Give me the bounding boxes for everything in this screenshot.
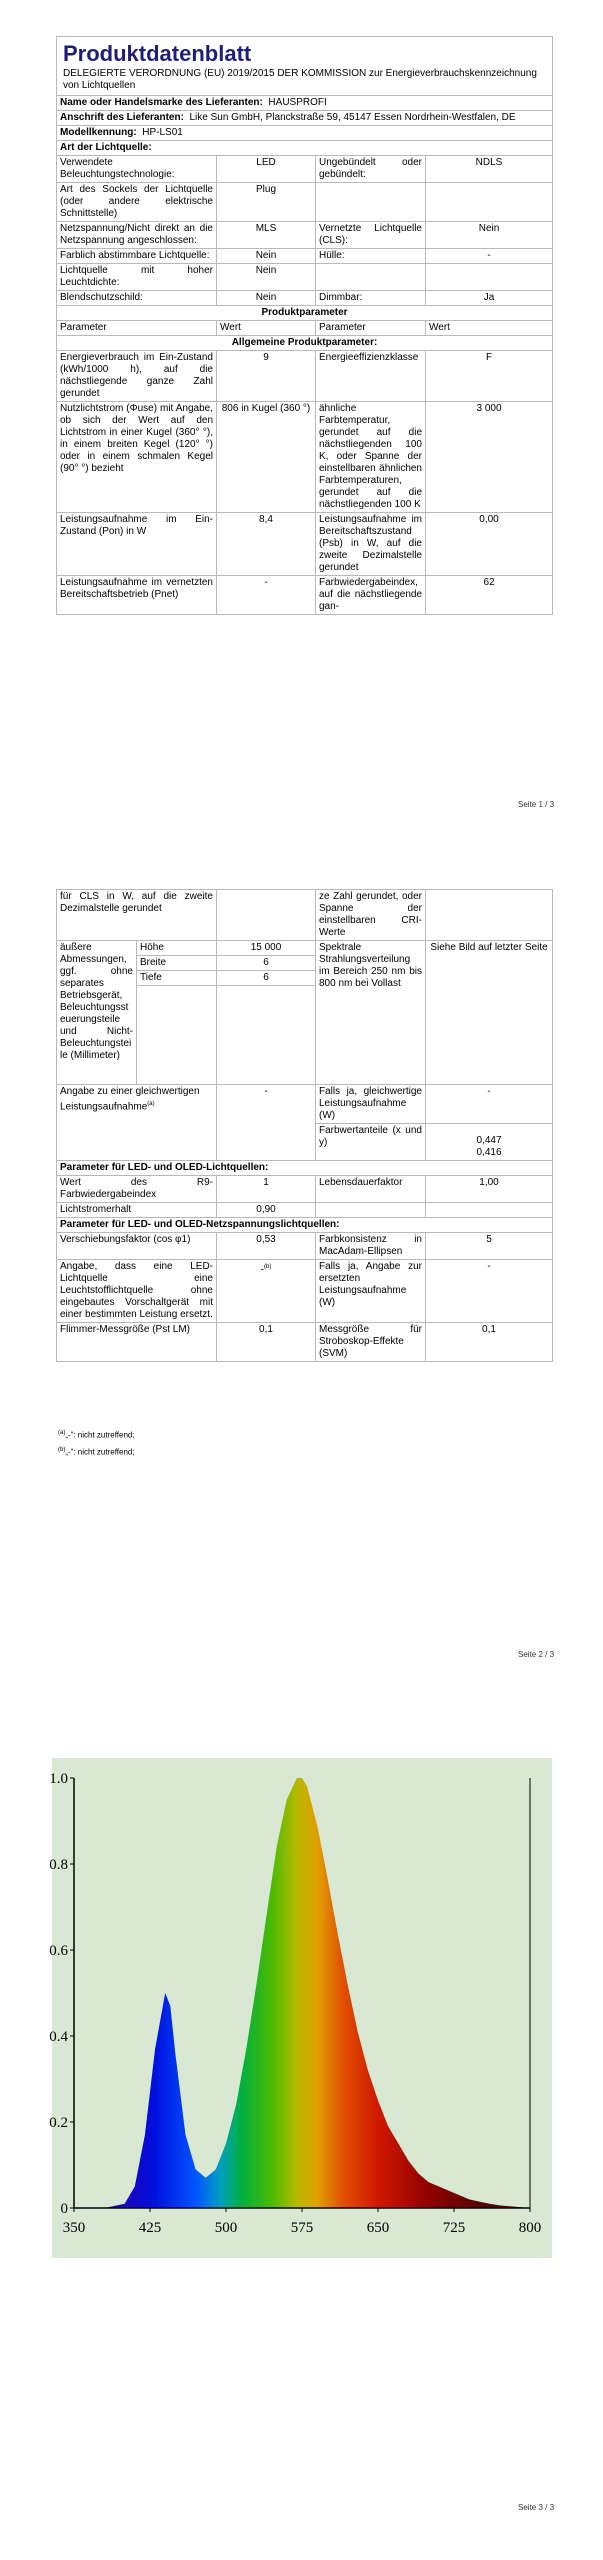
footnote-b: $^{(b)}$„-“: nicht zutreffend;: [58, 1446, 135, 1457]
table-row: Flimmer-Messgröße (Pst LM) 0,1 Messgröße für Stroboskop-Effekte (SVM) 0,1: [57, 1323, 553, 1362]
dimensions-label: äußere Abmessungen, ggf. ohne separates Betriebsgerät, Beleuchtungssteuerungsteile und Nicht-Beleuchtungsteile (Millimeter): [57, 941, 137, 1085]
page-number-1: Seite 1 / 3: [518, 800, 555, 809]
table-row: Leistungsaufnahme im vernetzten Bereitschaftsbetrieb (Pnet) - Farbwiedergabeindex, auf die nächstliegende gan- 62: [57, 576, 553, 615]
supplier-label: Name oder Handelsmarke des Lieferanten:: [60, 97, 263, 108]
y-tick-label: 0.4: [49, 2029, 68, 2045]
product-sheet-table-1: [56, 36, 553, 615]
table-row: Wert des R9-Farbwiedergabeindex 1 Lebensdauerfaktor 1,00: [57, 1176, 553, 1203]
chromaticity-label: Farbwertanteile (x und y): [316, 1124, 426, 1161]
page-number-2: Seite 2 / 3: [518, 1650, 555, 1659]
table-row: Energieverbrauch im Ein-Zustand (kWh/1000 h), auf die nächstliegende ganze Zahl gerundet 9 Energieeffizienzklasse F: [57, 351, 553, 402]
table-row: Angabe zu einer gleichwertigen Leistungsaufnahme$^{(a)}$ - Falls ja, gleichwertige Leistungsaufnahme (W) -: [57, 1085, 553, 1124]
general-params-heading: Allgemeine Produktparameter:: [57, 336, 553, 351]
spectral-distribution-chart: [49, 1758, 552, 2258]
x-tick-label: 500: [214, 2220, 238, 2236]
table-row: Nutzlichtstrom (Φuse) mit Angabe, ob sich der Wert auf den Lichtstrom in einer Kugel (360° °), in einem breiten Kegel (120° °) oder in einem schmalen Kegel (90° °) bezieht 806 in Kugel (360 °) ähnliche Farbtemperatur, gerundet auf die nächstliegenden 100 K, oder Spanne der einstellbaren ähnlichen Farbtemperaturen, gerundet auf die nächstliegenden 100 K 3 000: [57, 402, 553, 513]
address-label: Anschrift des Lieferanten:: [60, 112, 184, 123]
chromaticity-y: 0,416: [476, 1147, 502, 1158]
table-row: äußere Abmessungen, ggf. ohne separates Betriebsgerät, Beleuchtungssteuerungsteile und Nicht-Beleuchtungsteile (Millimeter) Höhe 15 000 Spektrale Strahlungsverteilung im Bereich 250 nm bis 800 nm bei Vollast Siehe Bild auf letzter Seite: [57, 941, 553, 956]
footnote-a: $^{(a)}$„-“: nicht zutreffend;: [58, 1430, 135, 1440]
table-row: Verschiebungsfaktor (cos φ1) 0,53 Farbkonsistenz in MacAdam-Ellipsen 5: [57, 1233, 553, 1260]
spectral-value: Siehe Bild auf letzter Seite: [426, 941, 553, 1085]
regulation-text: DELEGIERTE VERORDNUNG (EU) 2019/2015 DER KOMMISSION zur Energieverbrauchskennzeichnung von Lichtquellen: [63, 68, 537, 91]
table-row: Angabe, dass eine LED-Lichtquelle eine Leuchtstofflichtquelle ohne eingebautes Vorschaltgerät mit einer bestimmten Leistung ersetzt. -$^{(b)}$ Falls ja, Angabe zur ersetzten Leistungsaufnahme (W) -: [57, 1260, 553, 1323]
product-params-heading: Produktparameter: [57, 306, 553, 321]
mains-params-heading: Parameter für LED- und OLED-Netzspannungslichtquellen:: [57, 1218, 553, 1233]
footnotes: [58, 1426, 135, 1459]
model-value: HP-LS01: [142, 127, 183, 138]
x-tick-label: 725: [442, 2220, 466, 2236]
table-row: Verwendete Beleuchtungstechnologie: LED Ungebündelt oder gebündelt: NDLS: [57, 156, 553, 183]
x-tick-label: 650: [366, 2220, 390, 2236]
chromaticity-x: 0,447: [476, 1135, 502, 1146]
x-tick-label: 575: [290, 2220, 314, 2236]
page-1: [56, 36, 552, 615]
table-row: Leistungsaufnahme im Ein-Zustand (Pon) in W 8,4 Leistungsaufnahme im Bereitschaftszustand (Psb) in W, auf die zweite Dezimalstelle gerundet 0,00: [57, 513, 553, 576]
page-number-3: Seite 3 / 3: [518, 2503, 555, 2512]
y-tick-label: 0.2: [49, 2115, 68, 2131]
address-value: Like Sun GmbH, Planckstraße 59, 45147 Essen Nordrhein-Westfalen, DE: [189, 112, 516, 123]
equiv-value: -: [217, 1085, 316, 1161]
table-header-row: Parameter Wert Parameter Wert: [57, 321, 553, 336]
type-heading: Art der Lichtquelle:: [57, 141, 553, 156]
light-type-rows: [57, 156, 553, 306]
product-sheet-table-2: [56, 889, 553, 1362]
table-row: [57, 890, 553, 941]
table-row: Art des Sockels der Lichtquelle (oder andere elektrische Schnittstelle) Plug: [57, 183, 553, 222]
y-tick-label: 0: [60, 2201, 68, 2217]
y-tick-label: 0.6: [49, 1943, 68, 1959]
supplier-value: HAUSPROFI: [268, 97, 327, 108]
equiv-power-value: -: [426, 1085, 553, 1124]
y-tick-label: 0.8: [49, 1857, 68, 1873]
table-row: Tiefe 6: [57, 971, 553, 986]
table-row: Farblich abstimmbare Lichtquelle: Nein Hülle: -: [57, 249, 553, 264]
table-row: Lichtstromerhalt 0,90: [57, 1203, 553, 1218]
led-params-heading: Parameter für LED- und OLED-Lichtquellen:: [57, 1161, 553, 1176]
x-tick-label: 800: [518, 2220, 542, 2236]
page-title: Produktdatenblatt: [63, 41, 252, 66]
equiv-label: Angabe zu einer gleichwertigen Leistungsaufnahme: [60, 1086, 200, 1113]
table-row: Netzspannung/Nicht direkt an die Netzspannung angeschlossen: MLS Vernetzte Lichtquelle (CLS): Nein: [57, 222, 553, 249]
page-2: [56, 889, 552, 1362]
x-tick-label: 350: [62, 2220, 86, 2236]
table-row: Lichtquelle mit hoher Leuchtdichte: Nein: [57, 264, 553, 291]
y-tick-label: 1.0: [49, 1771, 68, 1787]
spectral-label: Spektrale Strahlungsverteilung im Bereich 250 nm bis 800 nm bei Vollast: [316, 941, 426, 1085]
model-label: Modellkennung:: [60, 127, 137, 138]
table-row: Blendschutzschild: Nein Dimmbar: Ja: [57, 291, 553, 306]
x-tick-label: 425: [138, 2220, 162, 2236]
continued-right: ze Zahl gerundet, oder Spanne der einstellbaren CRI-Werte: [316, 890, 426, 941]
continued-left: für CLS in W, auf die zweite Dezimalstelle gerundet: [57, 890, 217, 941]
equiv-power-label: Falls ja, gleichwertige Leistungsaufnahme (W): [316, 1085, 426, 1124]
table-row: Breite 6: [57, 956, 553, 971]
